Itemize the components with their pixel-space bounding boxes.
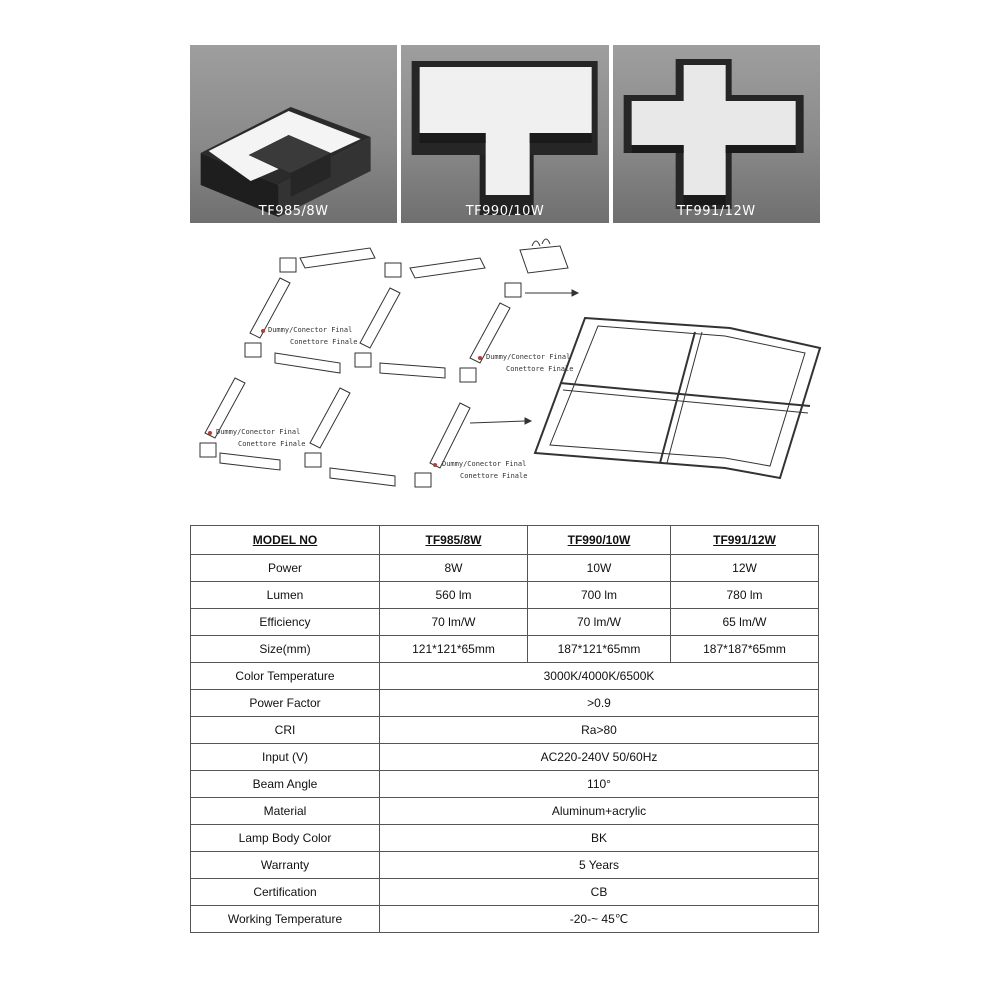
table-header-row	[191, 526, 819, 555]
callout-line1: Dummy/Conector Final	[216, 428, 301, 436]
table-row	[191, 582, 819, 609]
table-row	[191, 771, 819, 798]
table-row	[191, 798, 819, 825]
callout-line1: Dummy/Conector Final	[268, 326, 353, 334]
table-row	[191, 825, 819, 852]
cell-value: 700 lm	[528, 582, 671, 609]
cross-junction-icon	[613, 45, 820, 223]
cell-value: 560 lm	[380, 582, 528, 609]
header-model-no: MODEL NO	[191, 526, 380, 555]
callout-line1: Dummy/Conector Final	[486, 353, 571, 361]
row-label: Beam Angle	[191, 771, 380, 798]
header-tf985: TF985/8W	[380, 526, 528, 555]
row-label: Lumen	[191, 582, 380, 609]
cell-value: 110°	[380, 771, 819, 798]
cell-value: 70 lm/W	[380, 609, 528, 636]
row-label: Color Temperature	[191, 663, 380, 690]
l-corner-icon	[190, 45, 397, 223]
row-label: Power Factor	[191, 690, 380, 717]
t-junction-icon	[401, 45, 608, 223]
row-label: Material	[191, 798, 380, 825]
table-row	[191, 690, 819, 717]
table-row	[191, 609, 819, 636]
cell-value: 187*187*65mm	[671, 636, 819, 663]
row-label: Lamp Body Color	[191, 825, 380, 852]
product-photo-tf990	[401, 45, 608, 223]
row-label: Input (V)	[191, 744, 380, 771]
row-label: Certification	[191, 879, 380, 906]
assembly-diagram	[180, 228, 830, 503]
cell-value: Ra>80	[380, 717, 819, 744]
product-photo-strip	[190, 45, 820, 223]
callout-line2: Conettore Finale	[290, 338, 358, 346]
cell-value: -20-~ 45℃	[380, 906, 819, 933]
product-label: TF991/12W	[677, 204, 756, 219]
row-label: CRI	[191, 717, 380, 744]
cell-value: 12W	[671, 555, 819, 582]
cell-value: AC220-240V 50/60Hz	[380, 744, 819, 771]
cell-value: 70 lm/W	[528, 609, 671, 636]
cell-value: 10W	[528, 555, 671, 582]
product-photo-tf991	[613, 45, 820, 223]
product-photo-tf985	[190, 45, 397, 223]
cell-value: BK	[380, 825, 819, 852]
table-row	[191, 906, 819, 933]
table-row	[191, 852, 819, 879]
header-tf991: TF991/12W	[671, 526, 819, 555]
callout-line2: Conettore Finale	[506, 365, 574, 373]
cell-value: 121*121*65mm	[380, 636, 528, 663]
callout-line2: Conettore Finale	[460, 472, 528, 480]
cell-value: 187*121*65mm	[528, 636, 671, 663]
cell-value: 8W	[380, 555, 528, 582]
callout-line2: Conettore Finale	[238, 440, 306, 448]
row-label: Power	[191, 555, 380, 582]
cell-value: 5 Years	[380, 852, 819, 879]
cell-value: 3000K/4000K/6500K	[380, 663, 819, 690]
cell-value: 780 lm	[671, 582, 819, 609]
cell-value: CB	[380, 879, 819, 906]
header-tf990: TF990/10W	[528, 526, 671, 555]
product-label: TF990/10W	[465, 204, 545, 219]
row-label: Working Temperature	[191, 906, 380, 933]
table-row	[191, 636, 819, 663]
table-row	[191, 663, 819, 690]
table-row	[191, 717, 819, 744]
callout-line1: Dummy/Conector Final	[442, 460, 527, 468]
exploded-assembly-drawing	[180, 228, 830, 503]
table-row	[191, 744, 819, 771]
row-label: Efficiency	[191, 609, 380, 636]
row-label: Size(mm)	[191, 636, 380, 663]
specification-table	[190, 525, 819, 933]
table-row	[191, 555, 819, 582]
row-label: Warranty	[191, 852, 380, 879]
cell-value: Aluminum+acrylic	[380, 798, 819, 825]
cell-value: 65 lm/W	[671, 609, 819, 636]
table-row	[191, 879, 819, 906]
cell-value: >0.9	[380, 690, 819, 717]
product-label: TF985/8W	[258, 204, 329, 219]
